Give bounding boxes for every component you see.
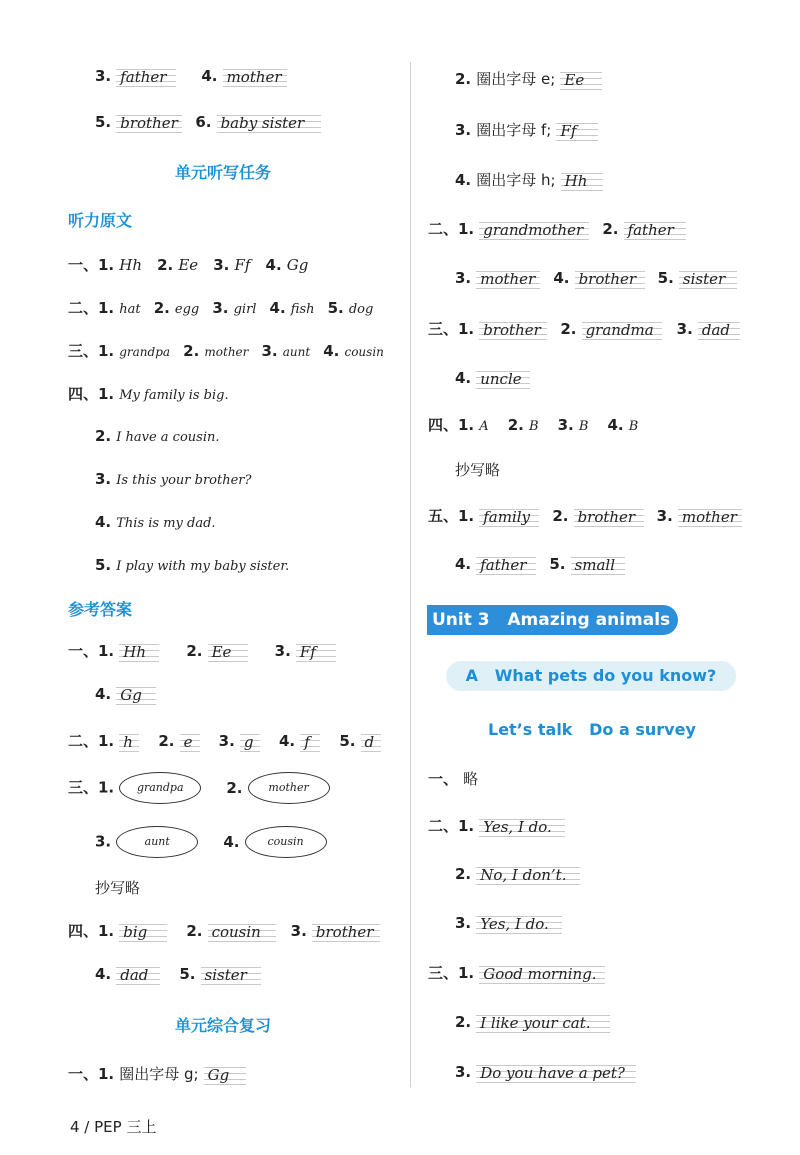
handwritten-word: baby sister	[217, 113, 321, 133]
answer-row: 一、 略	[428, 770, 479, 788]
answer-row: 4. Gg	[95, 684, 156, 705]
handwritten-word: uncle	[476, 369, 530, 389]
handwritten-word: brother	[479, 320, 547, 340]
answer-row: 3. Do you have a pet?	[455, 1062, 636, 1083]
transcript-row: 4. This is my dad.	[95, 513, 216, 531]
handwritten-word: sister	[679, 269, 737, 289]
copy-omitted-note: 抄写略	[455, 461, 501, 479]
handwritten-sentence: No, I don’t.	[476, 865, 580, 885]
answer-row: 3. Yes, I do.	[455, 913, 562, 934]
answer-row: 4. uncle	[455, 368, 530, 389]
transcript-row: 2. I have a cousin.	[95, 427, 220, 445]
answer-row: 3. 圈出字母 f; Ff	[455, 119, 598, 141]
handwritten-word: Ff	[296, 642, 336, 662]
handwritten-word: small	[571, 555, 625, 575]
handwritten-word: mother	[476, 269, 540, 289]
handwritten-word: dad	[698, 320, 740, 340]
transcript-row: 三、1. grandpa 2. mother 3. aunt 4. cousin	[68, 342, 384, 360]
answer-row: 一、1. 圈出字母 g; Gg	[68, 1063, 246, 1085]
handwritten-word: h	[119, 732, 139, 752]
answer-row: 2. No, I don’t.	[455, 864, 580, 885]
handwritten-word: family	[479, 507, 539, 527]
handwritten-word: Hh	[119, 642, 159, 662]
answer-row: 3. father 4. mother	[95, 66, 287, 87]
answer-row: 四、1. A 2. B 3. B 4. B	[428, 416, 639, 434]
handwritten-word: Gg	[116, 685, 156, 705]
answer-row: 2. I like your cat.	[455, 1012, 610, 1033]
answer-row: 一、1. Hh 2. Ee 3. Ff	[68, 640, 336, 662]
answer-row: 4. 圈出字母 h; Hh	[455, 169, 603, 191]
answer-row: 二、1. Yes, I do.	[428, 815, 565, 837]
handwritten-sentence: Do you have a pet?	[476, 1063, 636, 1083]
answer-row: 三、1. Good morning.	[428, 962, 605, 984]
circled-word: aunt	[116, 826, 198, 858]
transcript-row: 3. Is this your brother?	[95, 470, 252, 488]
handwritten-word: sister	[201, 965, 261, 985]
handwritten-word: cousin	[208, 922, 276, 942]
handwritten-word: father	[476, 555, 536, 575]
transcript-row: 四、1. My family is big.	[68, 385, 229, 403]
handwritten-word: mother	[223, 67, 287, 87]
handwritten-word: brother	[574, 507, 644, 527]
handwritten-word: Hh	[561, 171, 603, 191]
handwritten-word: mother	[678, 507, 742, 527]
answer-row: 2. 圈出字母 e; Ee	[455, 68, 602, 90]
handwritten-word: g	[240, 732, 260, 752]
transcript-row: 一、1. Hh 2. Ee 3. Ff 4. Gg	[68, 256, 309, 274]
section-title-listening: 单元听写任务	[175, 163, 272, 182]
handwritten-word: Ee	[208, 642, 248, 662]
handwritten-word: grandmother	[479, 220, 589, 240]
handwritten-word: e	[180, 732, 200, 752]
section-title-review: 单元综合复习	[175, 1016, 272, 1035]
part-title-pill: A What pets do you know?	[446, 661, 736, 691]
answer-row: 二、1. grandmother 2. father	[428, 218, 686, 240]
handwritten-word: Gg	[204, 1065, 246, 1085]
handwritten-word: d	[361, 732, 381, 752]
heading-transcript: 听力原文	[68, 211, 133, 230]
answer-row: 五、1. family 2. brother 3. mother	[428, 505, 742, 527]
answer-row: 4. father 5. small	[455, 554, 625, 575]
copy-omitted-note: 抄写略	[95, 879, 141, 897]
handwritten-sentence: Yes, I do.	[479, 817, 565, 837]
answer-row: 5. brother 6. baby sister	[95, 112, 321, 133]
handwritten-sentence: Yes, I do.	[476, 914, 562, 934]
transcript-row: 二、1. hat 2. egg 3. girl 4. fish 5. dog	[68, 299, 374, 317]
page-footer: 4 / PEP 三上	[70, 1118, 157, 1136]
handwritten-word: big	[119, 922, 167, 942]
answer-row: 3. mother 4. brother 5. sister	[455, 268, 737, 289]
answer-row: 二、1. h 2. e 3. g 4. f 5. d	[68, 730, 381, 752]
handwritten-word: Ee	[560, 70, 602, 90]
answer-row: 4. dad 5. sister	[95, 964, 261, 985]
handwritten-word: brother	[116, 113, 182, 133]
handwritten-word: f	[300, 732, 320, 752]
handwritten-word: grandma	[582, 320, 662, 340]
answer-row: 三、1. brother 2. grandma 3. dad	[428, 318, 740, 340]
handwritten-sentence: I like your cat.	[476, 1013, 610, 1033]
handwritten-word: dad	[116, 965, 160, 985]
lesson-title: Let’s talk Do a survey	[488, 720, 696, 739]
answer-row: 三、1. grandpa 2. mother	[68, 772, 330, 804]
handwritten-sentence: Good morning.	[479, 964, 605, 984]
handwritten-word: father	[116, 67, 176, 87]
handwritten-word: Ff	[556, 121, 598, 141]
handwritten-word: brother	[575, 269, 645, 289]
unit-title-badge: Unit 3 Amazing animals	[427, 605, 678, 635]
circled-word: grandpa	[119, 772, 201, 804]
circled-word: mother	[248, 772, 330, 804]
answer-row: 四、1. big 2. cousin 3. brother	[68, 920, 380, 942]
column-divider	[410, 62, 411, 1087]
handwritten-word: father	[624, 220, 686, 240]
circled-word: cousin	[245, 826, 327, 858]
transcript-row: 5. I play with my baby sister.	[95, 556, 290, 574]
heading-answers: 参考答案	[68, 600, 133, 619]
answer-row: 3. aunt 4. cousin	[95, 826, 327, 858]
handwritten-word: brother	[312, 922, 380, 942]
